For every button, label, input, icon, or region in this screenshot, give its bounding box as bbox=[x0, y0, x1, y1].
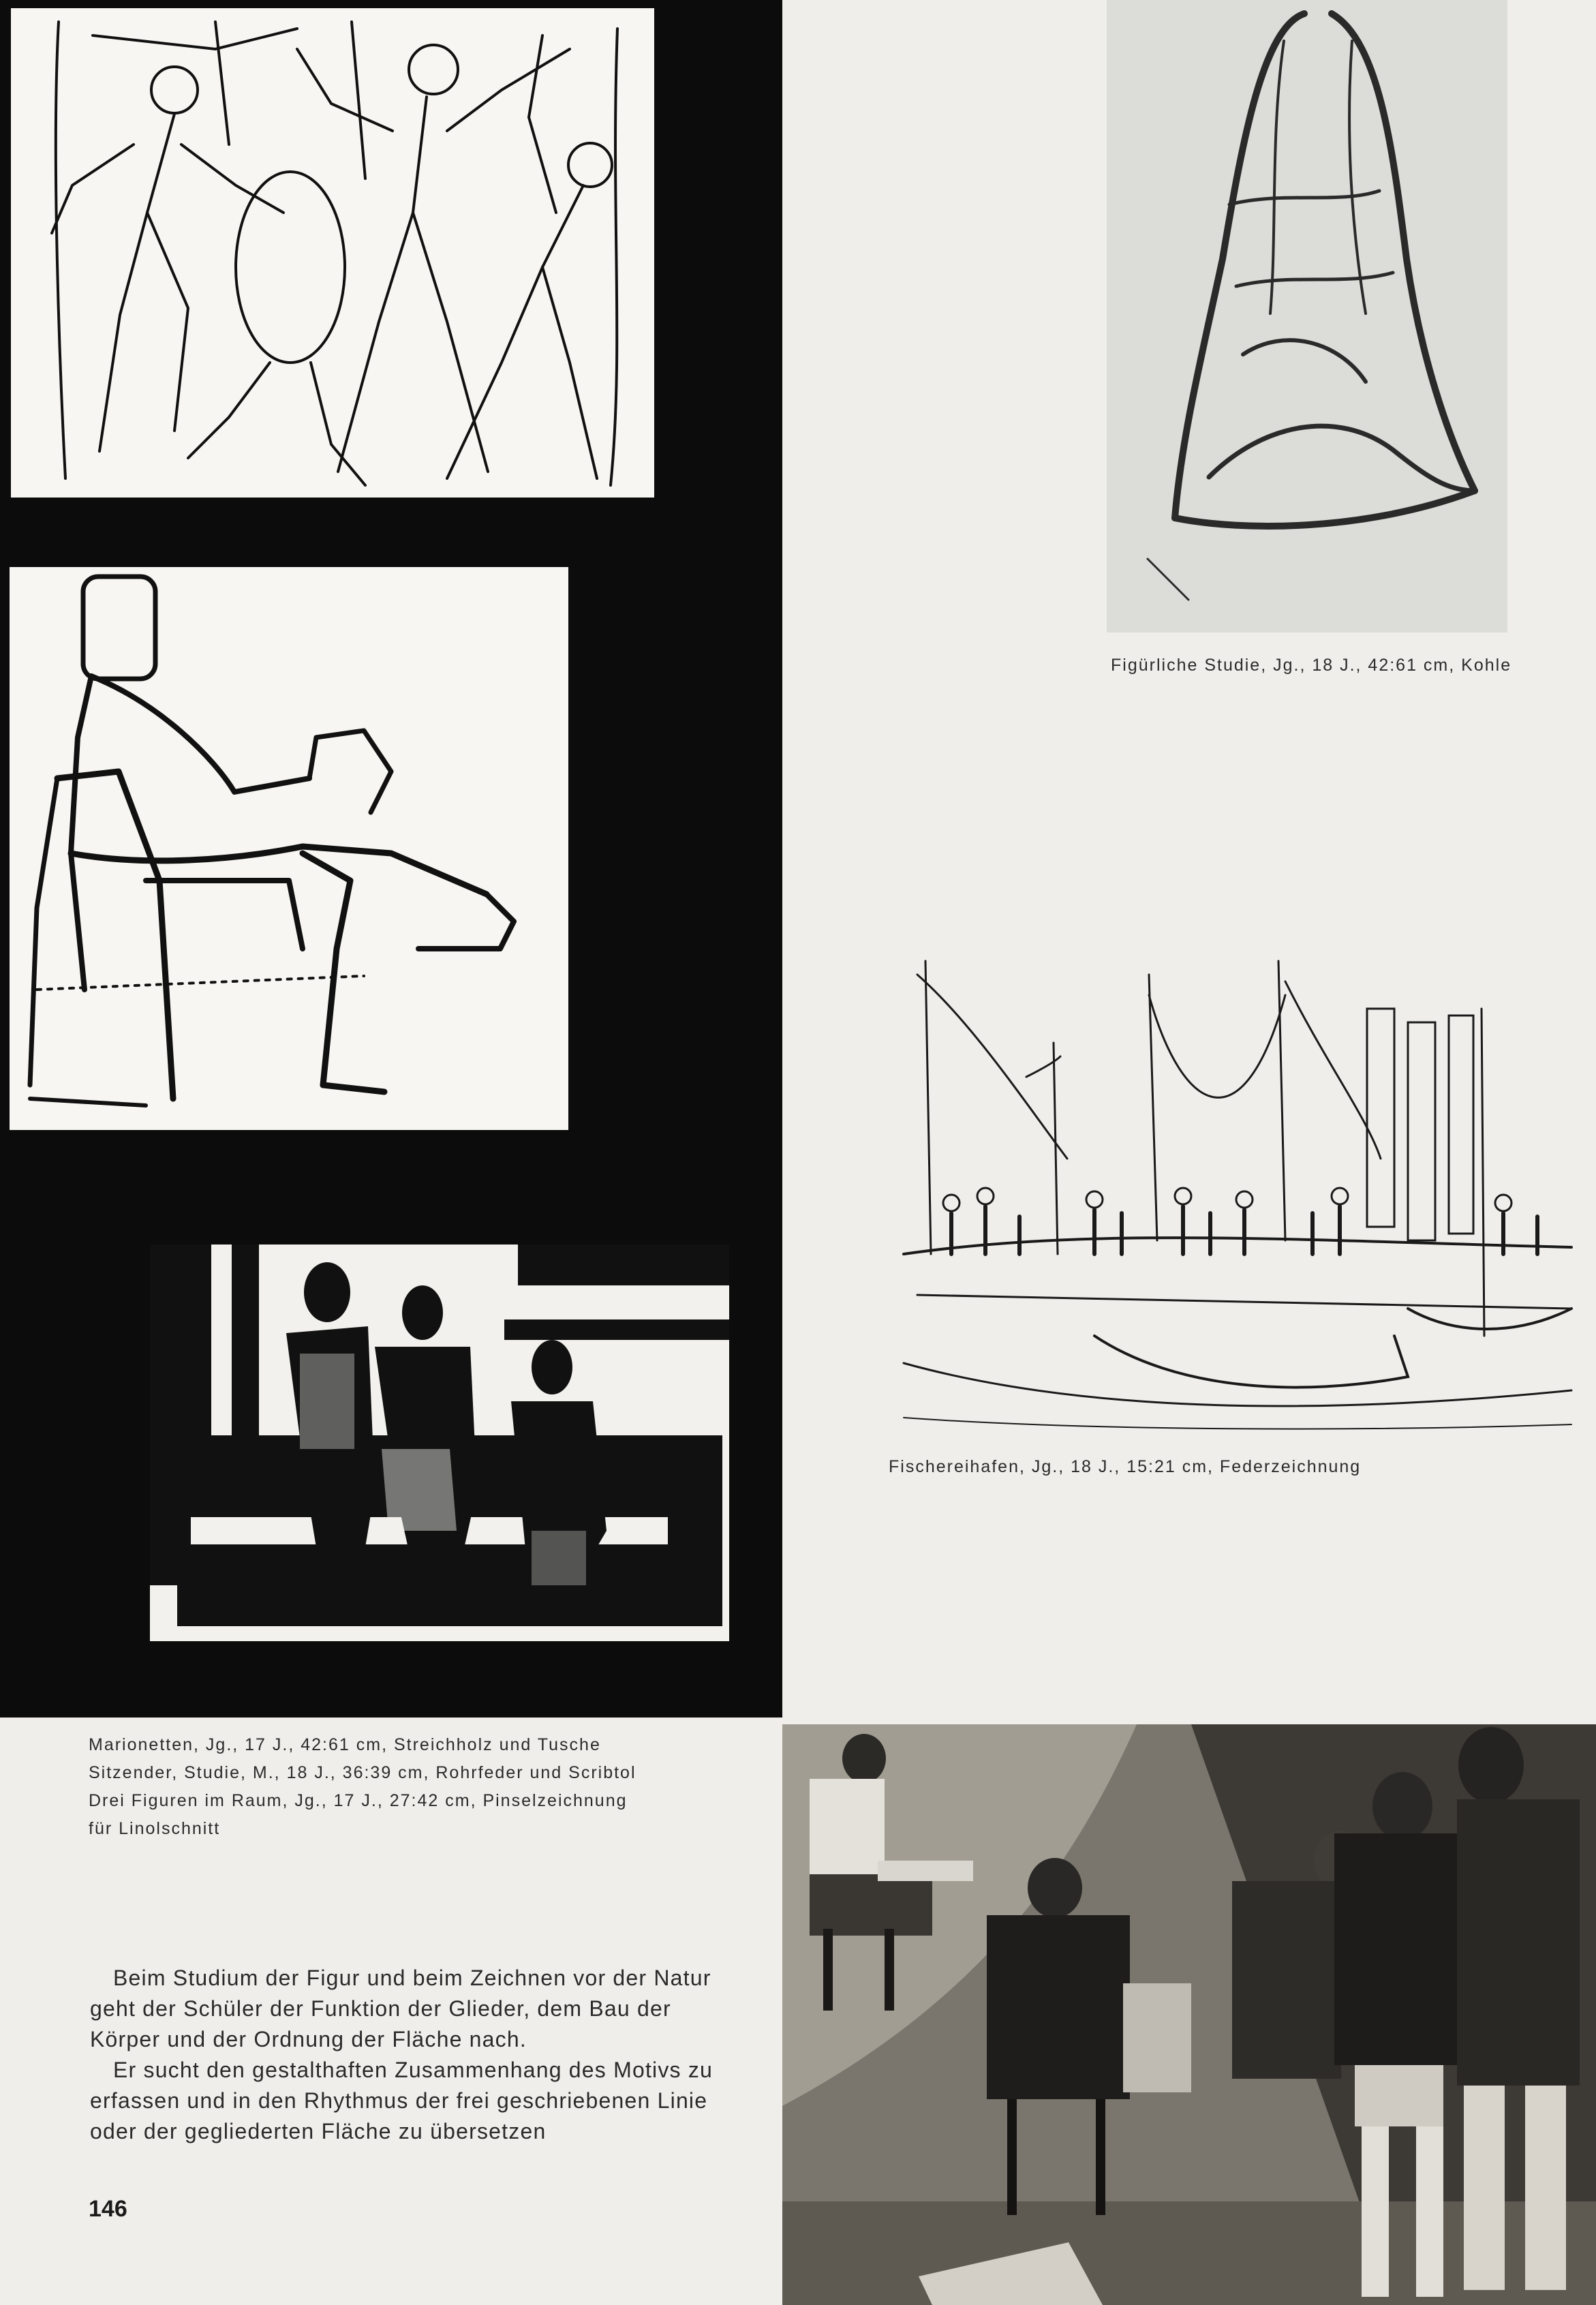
caption-figure-study: Figürliche Studie, Jg., 18 J., 42:61 cm, Kohle bbox=[1111, 656, 1512, 675]
caption-three-figures-cont: für Linolschnitt bbox=[89, 1819, 221, 1838]
caption-seated: Sitzender, Studie, M., 18 J., 36:39 cm, Rohrfeder und Scribtol bbox=[89, 1763, 636, 1782]
marionettes-drawing bbox=[11, 8, 654, 498]
caption-block-left bbox=[89, 1731, 688, 1843]
body-paragraph: Beim Studium der Figur und beim Zeichnen vor der Natur geht der Schüler der Funktion der Glieder, dem Bau der Körper und der Ordnung der Fläche nach. bbox=[90, 1966, 711, 2051]
charcoal-figure-study bbox=[1107, 0, 1507, 632]
students-drawing-photo bbox=[782, 1724, 1596, 2305]
body-paragraph: Er sucht den gestalthaften Zusammenhang des Motivs zu erfassen und in den Rhythmus der frei geschriebenen Linie oder der gegliederten Fläche zu übersetzen bbox=[90, 2058, 713, 2143]
fishing-harbor-pen-drawing bbox=[890, 954, 1578, 1441]
caption-harbor: Fischereihafen, Jg., 18 J., 15:21 cm, Federzeichnung bbox=[889, 1457, 1362, 1476]
seated-figure-drawing bbox=[10, 567, 568, 1130]
page-number: 146 bbox=[89, 2196, 127, 2222]
body-text bbox=[90, 1963, 731, 2147]
three-figures-linocut bbox=[150, 1245, 729, 1641]
caption-marionettes: Marionetten, Jg., 17 J., 42:61 cm, Streichholz und Tusche bbox=[89, 1735, 601, 1754]
caption-three-figures: Drei Figuren im Raum, Jg., 17 J., 27:42 cm, Pinselzeichnung bbox=[89, 1791, 628, 1810]
